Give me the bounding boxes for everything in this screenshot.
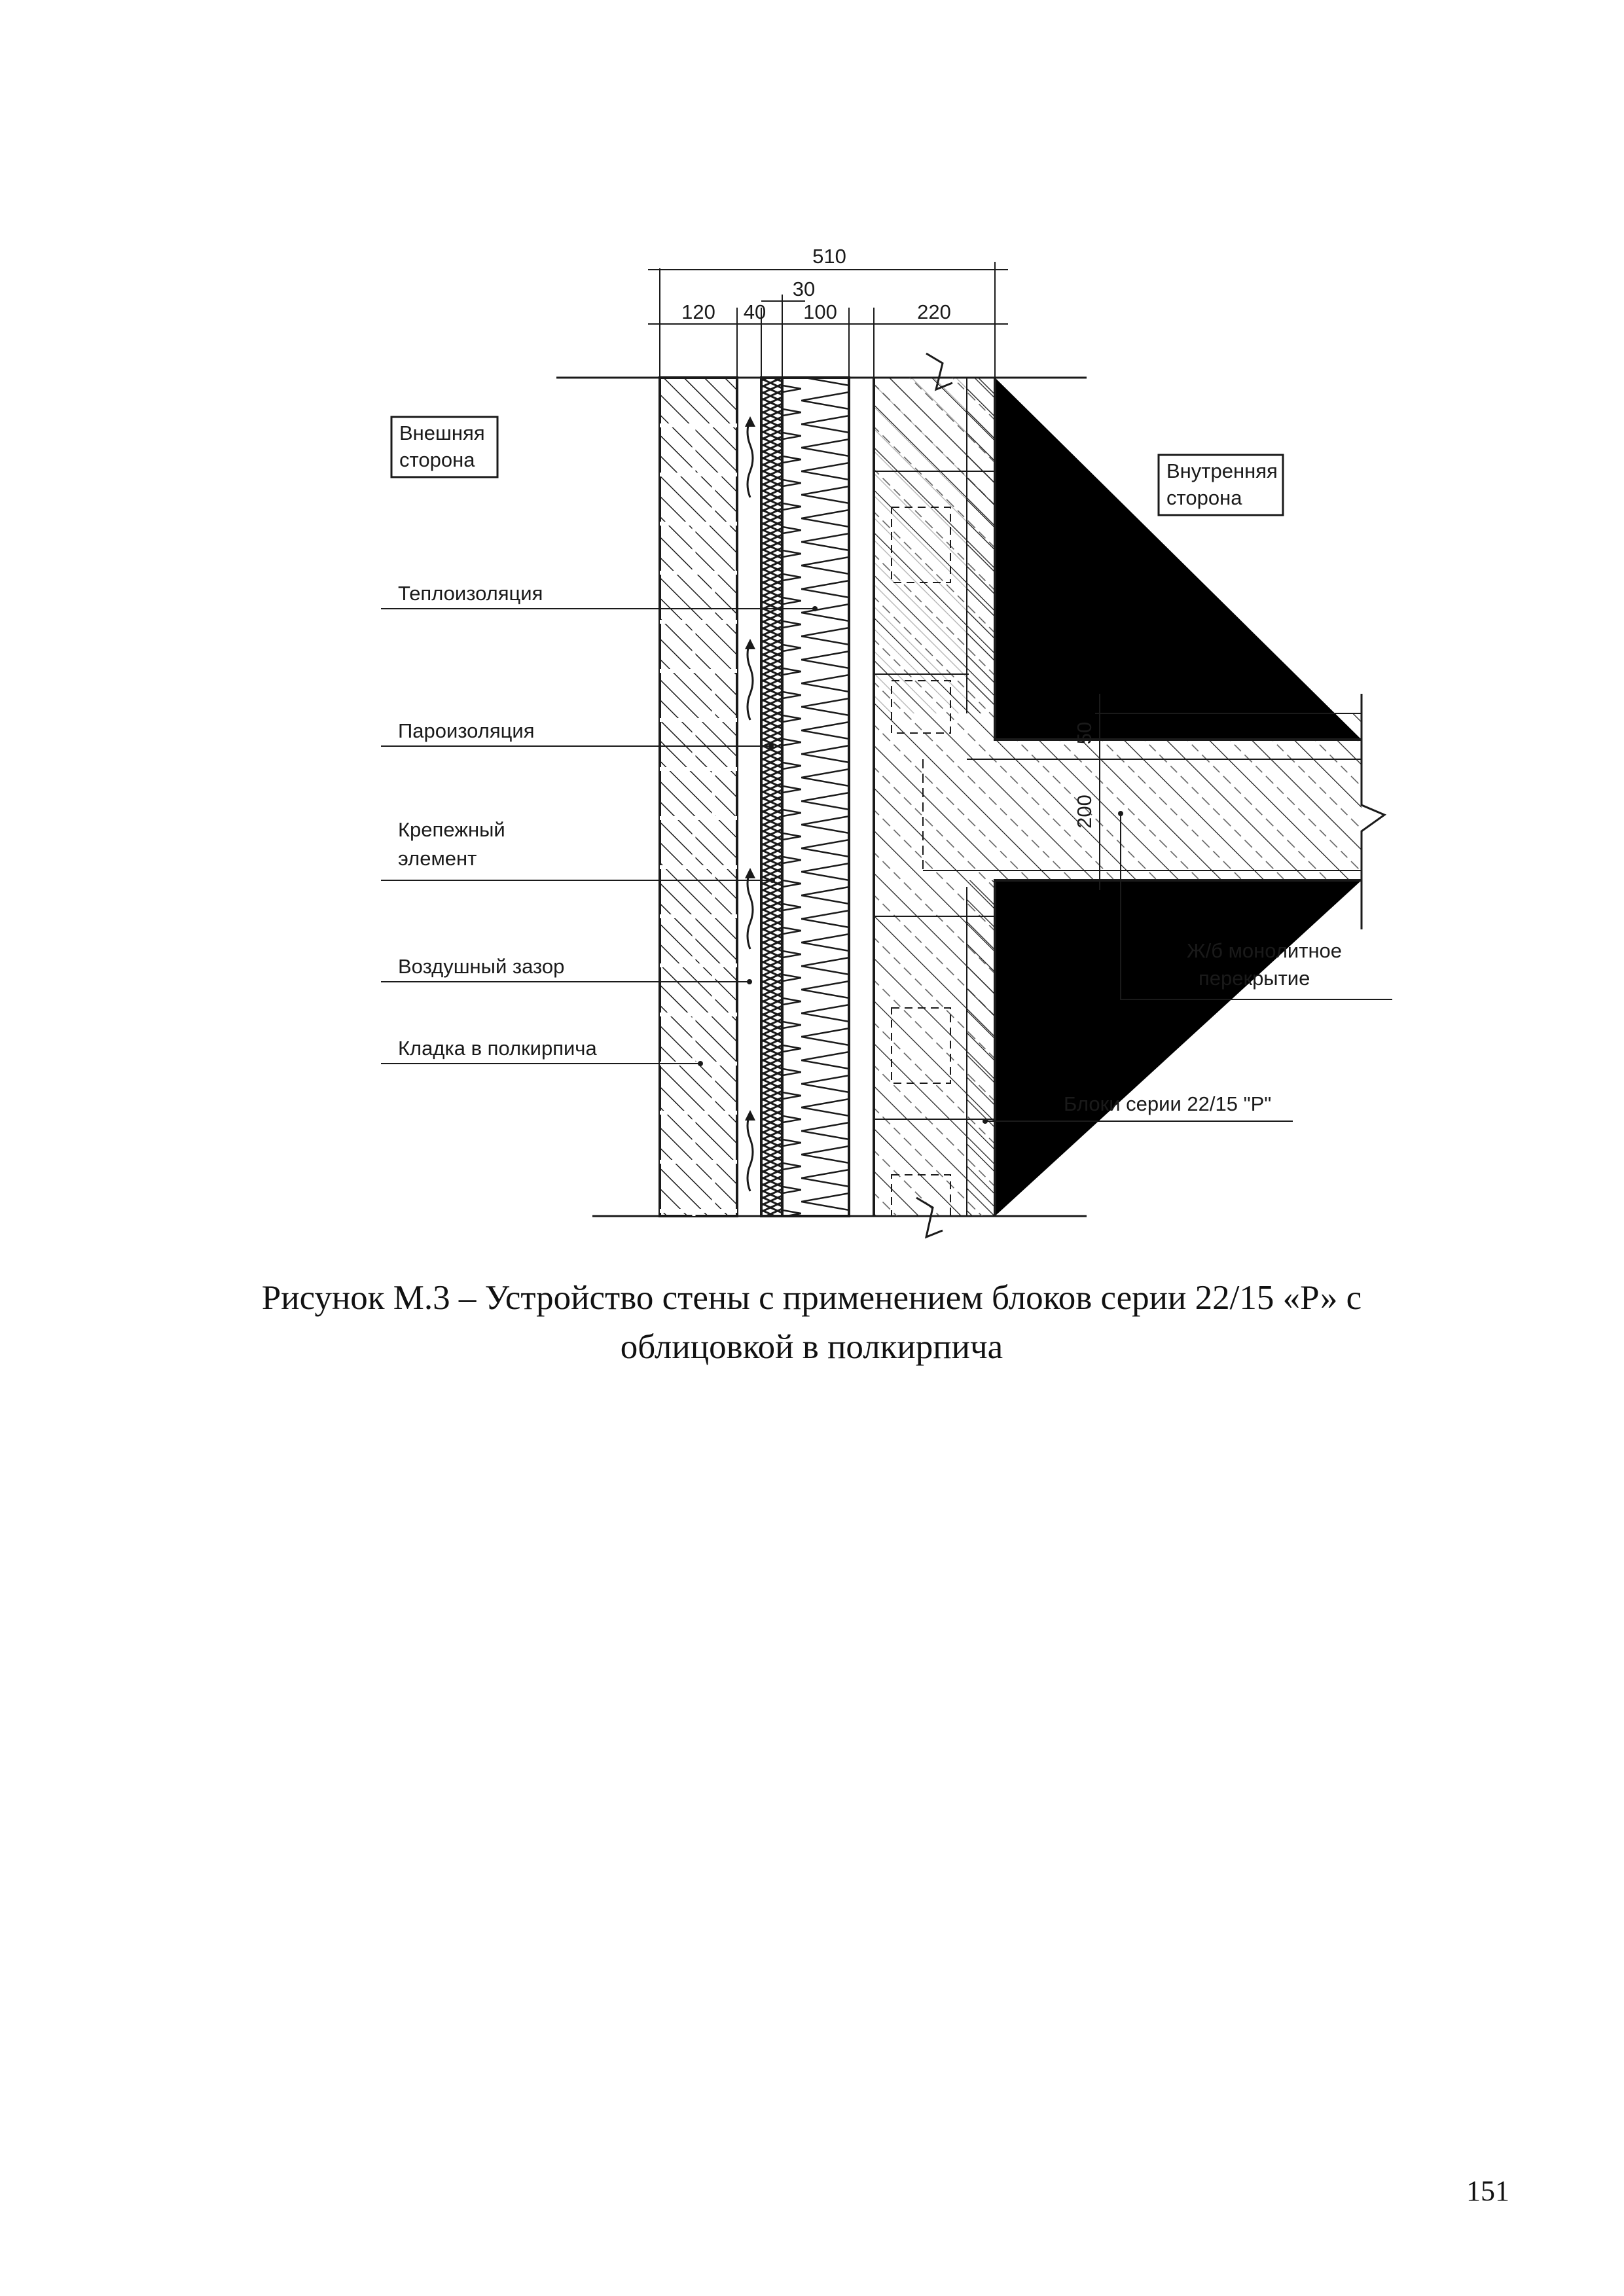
air-flow-arrow [748, 1113, 753, 1191]
svg-text:Крепежный: Крепежный [398, 818, 505, 841]
insulation-layer [782, 378, 849, 1216]
svg-text:Теплоизоляция: Теплоизоляция [398, 582, 543, 605]
inner-side-box [1159, 455, 1283, 515]
label-insulation [381, 582, 818, 611]
svg-text:Пароизоляция: Пароизоляция [398, 719, 535, 742]
label-masonry [381, 1037, 703, 1066]
svg-text:Воздушный зазор: Воздушный зазор [398, 955, 565, 978]
air-flow-arrow [748, 870, 753, 949]
air-flow-arrowhead [745, 1110, 755, 1121]
brick-veneer [660, 378, 737, 1216]
dim-brick: 120 [681, 300, 715, 323]
svg-text:Внутренняя: Внутренняя [1166, 459, 1278, 482]
air-flow-arrow [748, 641, 753, 720]
dim-insulation: 100 [803, 300, 837, 323]
dim-vapor: 30 [792, 278, 816, 300]
outer-side-box [391, 417, 497, 477]
air-flow-arrowhead [745, 416, 755, 427]
figure-caption-line2: облицовкой в полкирпича [620, 1328, 1003, 1366]
air-flow-arrowhead [745, 868, 755, 878]
svg-text:Кладка в полкирпича: Кладка в полкирпича [398, 1037, 597, 1060]
page-number: 151 [1466, 2175, 1509, 2207]
dim-air-gap: 40 [743, 300, 767, 323]
dim-slab-depth: 200 [1073, 795, 1096, 829]
dim-slab-top: 50 [1073, 721, 1096, 745]
air-gap [745, 378, 761, 1216]
air-flow-arrow [748, 419, 753, 497]
svg-text:Блоки серии 22/15 "Р": Блоки серии 22/15 "Р" [1064, 1092, 1272, 1115]
dim-block: 220 [917, 300, 951, 323]
svg-text:элемент: элемент [398, 847, 477, 870]
vapor-barrier [761, 378, 782, 1216]
svg-text:сторона: сторона [1166, 486, 1242, 509]
air-flow-arrowhead [745, 639, 755, 649]
svg-text:перекрытие: перекрытие [1199, 967, 1310, 990]
figure-caption-line1: Рисунок М.3 – Устройство стены с применением блоков серии 22/15 «Р» с [261, 1279, 1362, 1317]
svg-text:сторона: сторона [399, 448, 475, 471]
svg-text:Ж/б монолитное: Ж/б монолитное [1187, 939, 1343, 962]
svg-text:Внешняя: Внешняя [399, 422, 485, 444]
dim-total: 510 [812, 245, 846, 268]
